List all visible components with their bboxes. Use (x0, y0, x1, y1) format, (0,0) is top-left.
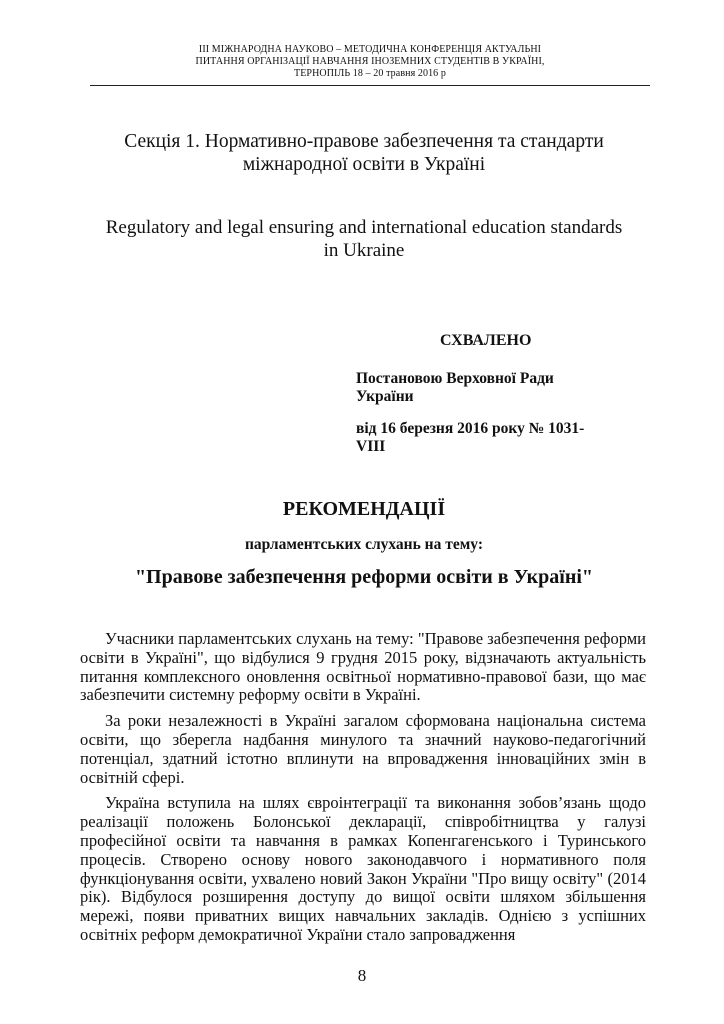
section-title-uk-line-1: Секція 1. Нормативно-правове забезпечення та стандарти (124, 131, 604, 152)
recommendations-title: РЕКОМЕНДАЦІЇ (282, 498, 446, 520)
paragraph-1: Учасники парламентських слухань на тему: "Правове забезпечення реформи освіти в Україні", що відбулися 9 грудня 2015 року, відзначають актуальність питання комплексного оновлення освітньої нормативно-правової бази, що має забезпечити системну реформу освіти в Україні. (80, 629, 646, 705)
header-line-2: ПИТАННЯ ОРГАНІЗАЦІЇ НАВЧАННЯ ІНОЗЕМНИХ СТУДЕНТІВ В УКРАЇНІ, (195, 56, 545, 67)
page-number: 8 (357, 966, 367, 985)
header-line-1: III МІЖНАРОДНА НАУКОВО – МЕТОДИЧНА КОНФЕРЕНЦІЯ АКТУАЛЬНІ (198, 44, 542, 55)
paragraph-2: За роки незалежності в Україні загалом сформована національна система освіти, що зберегла надбання минулого та значний науково-педагогічний потенціал, здатний істотно вплинути на впровадження інноваційних змін в освітній сфері. (80, 711, 646, 787)
recommendations-subtitle: парламентських слухань на тему: (244, 536, 484, 553)
approval-line-3: від 16 березня 2016 року № 1031- (356, 420, 585, 437)
approval-line-4: VIII (356, 438, 386, 455)
approval-line-1: Постановою Верховної Ради (356, 370, 554, 387)
header-line-3: ТЕРНОПІЛЬ 18 – 20 травня 2016 р (293, 68, 446, 79)
section-title-en-line-1: Regulatory and legal ensuring and international education standards (105, 217, 623, 238)
header-divider (90, 85, 650, 86)
approval-title: СХВАЛЕНО (440, 332, 532, 349)
recommendations-topic: "Правове забезпечення реформи освіти в Україні" (134, 566, 594, 588)
paragraph-3: Україна вступила на шлях євроінтеграції та виконання зобов’язань щодо реалізації положень Болонської декларації, співробітництва у галузі професійної освіти та навчання в рамках Копенгагенського і Туринського процесів. Створено основу нового законодавчого і нормативного поля функціонування освіти, ухвалено новий Закон України "Про вищу освіту" (2014 рік). Відбулося розширення доступу до вищої освіти шляхом збільшення мережі, появи приватних вищих навчальних закладів. Однією з успішних освітніх реформ демократичної України стало запровадження (80, 793, 646, 944)
running-header (90, 44, 650, 80)
section-title-ukrainian (80, 130, 648, 176)
approval-line-2: України (356, 388, 414, 405)
section-title-english (80, 216, 648, 262)
section-title-en-line-2: in Ukraine (323, 240, 405, 261)
section-title-uk-line-2: міжнародної освіти в Україні (242, 154, 486, 175)
body-text (80, 630, 646, 952)
